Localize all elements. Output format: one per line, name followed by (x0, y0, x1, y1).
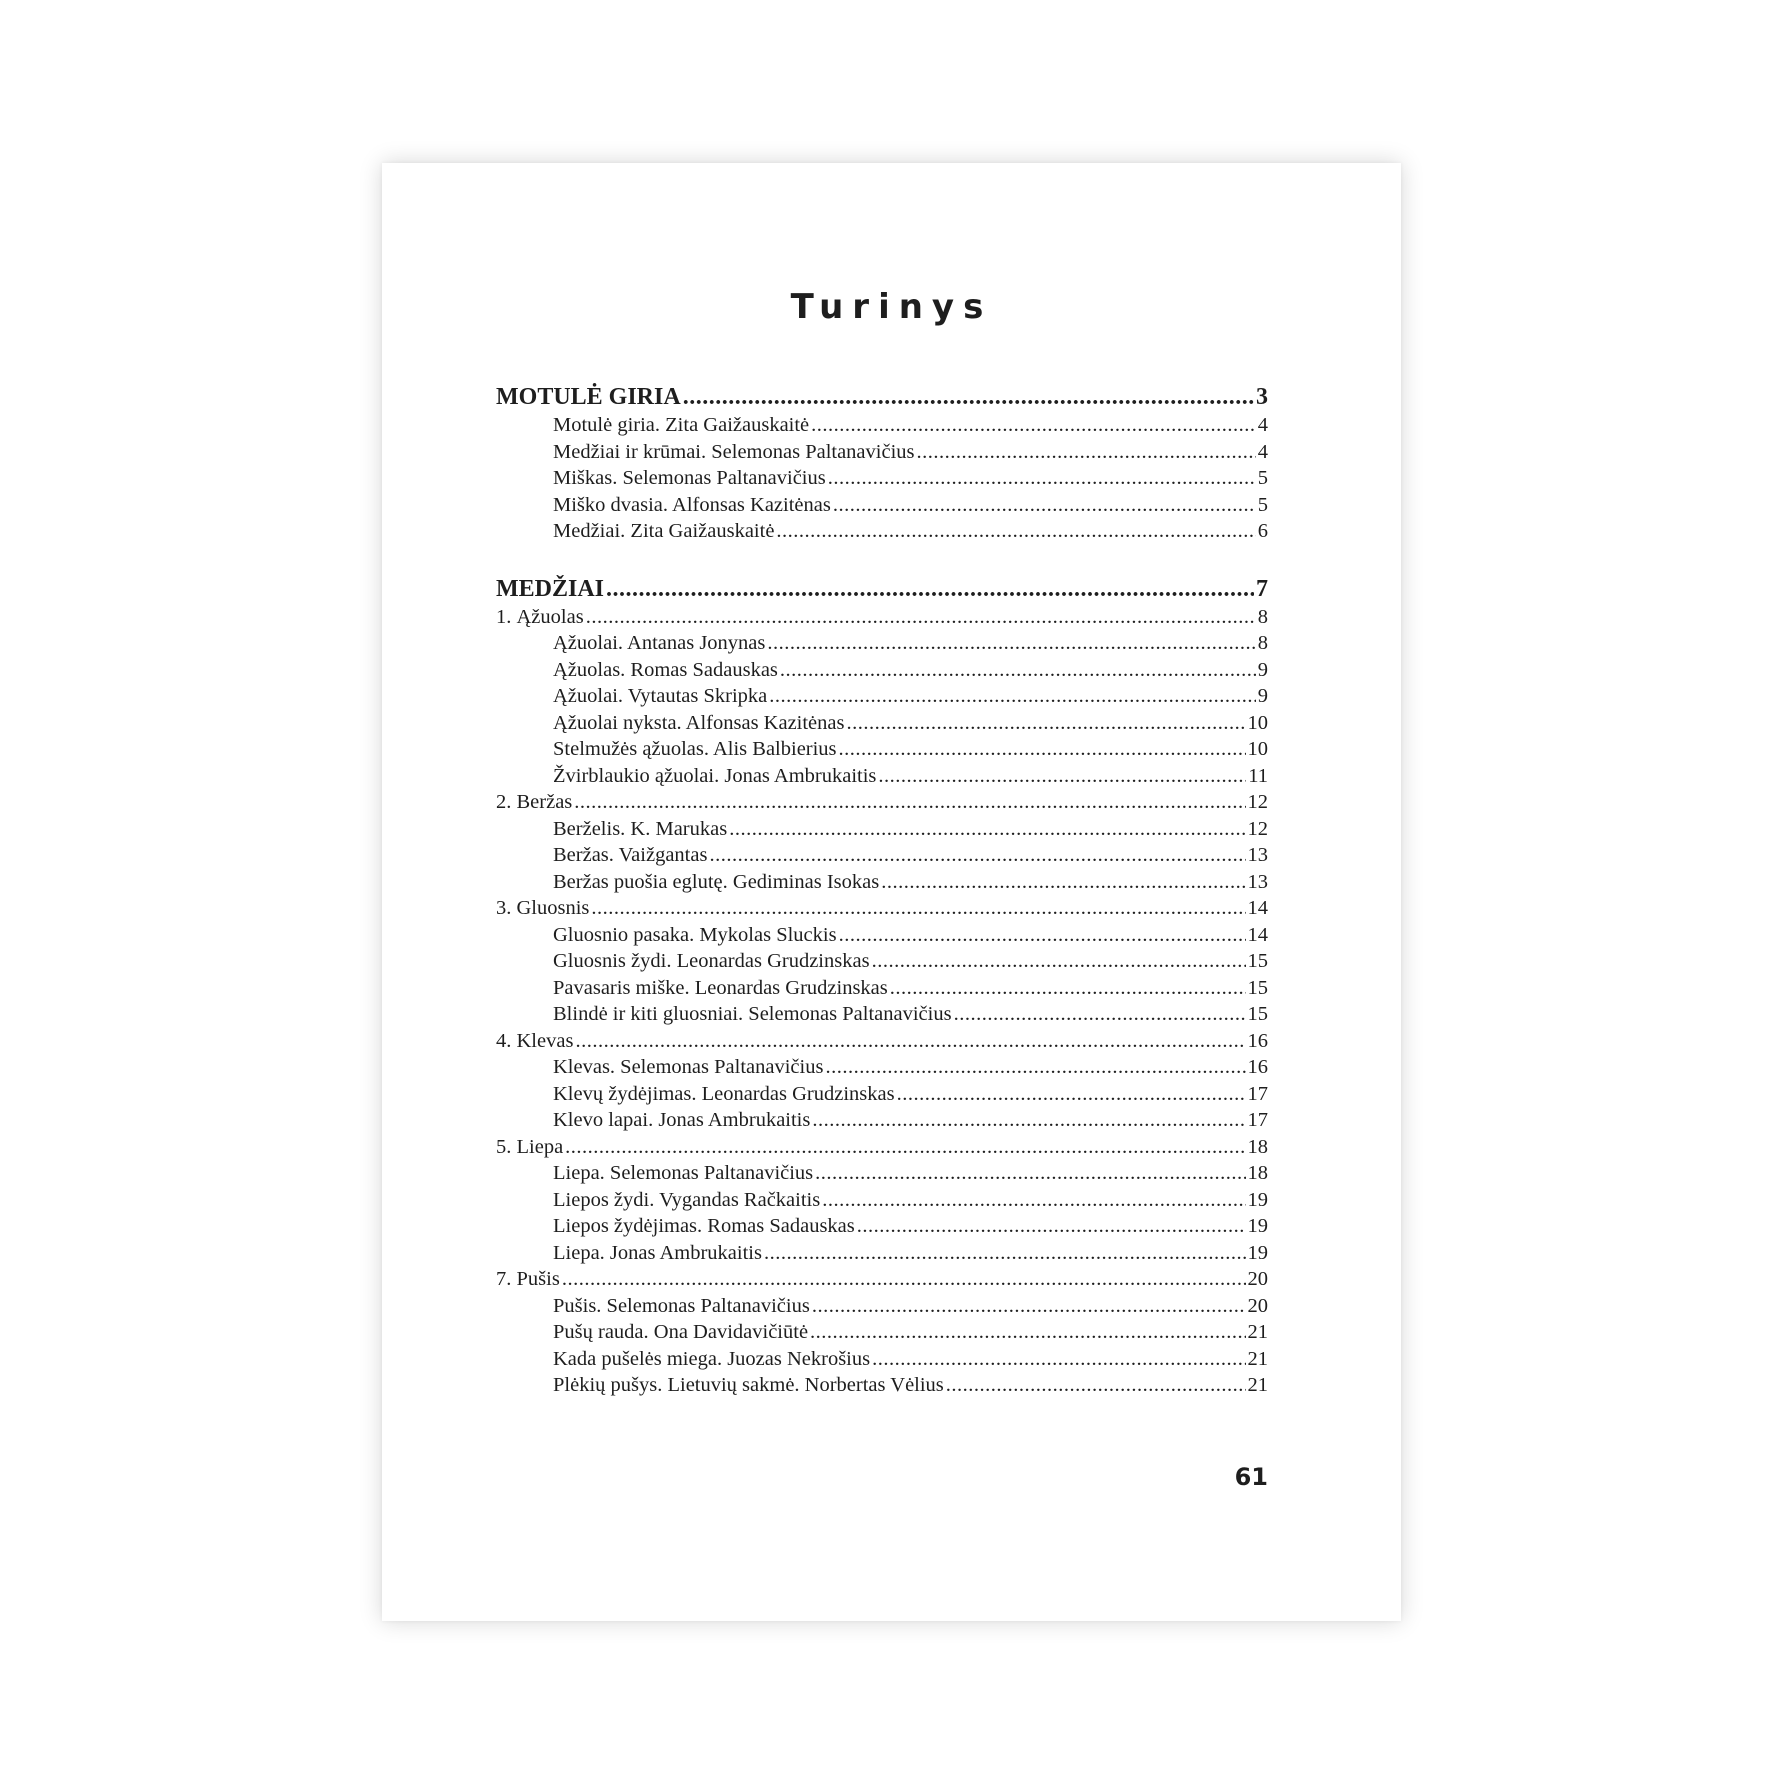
toc-entry-page-number: 5 (1257, 493, 1268, 516)
table-of-contents (496, 383, 1268, 1399)
dot-leader (586, 604, 1256, 631)
toc-entry-label: Plėkių pušys. Lietuvių sakmė. Norbertas Vėlius (553, 1374, 944, 1396)
toc-entry-page-number: 13 (1247, 844, 1268, 866)
toc-entry-row (496, 1319, 1268, 1346)
toc-entry-page-number: 21 (1247, 1321, 1268, 1343)
dot-leader (881, 869, 1245, 896)
toc-chapter-row (496, 1028, 1268, 1055)
toc-entry-page-number: 15 (1247, 950, 1268, 972)
toc-entry-row (496, 1346, 1268, 1373)
toc-entry-page-number: 12 (1247, 791, 1268, 813)
dot-leader (846, 710, 1245, 737)
toc-entry-page-number: 3 (1256, 384, 1268, 410)
toc-entry-row (496, 1187, 1268, 1214)
toc-entry-row (496, 710, 1268, 737)
dot-leader (822, 1187, 1245, 1214)
toc-entry-page-number: 15 (1247, 1003, 1268, 1025)
toc-entry-label: Liepa. Jonas Ambrukaitis (553, 1241, 762, 1264)
toc-entry-row (496, 1213, 1268, 1240)
dot-leader (815, 1160, 1245, 1187)
toc-entry-page-number: 5 (1257, 467, 1268, 489)
toc-entry-row (496, 630, 1268, 657)
toc-entry-label: Blindė ir kiti gluosniai. Selemonas Paltanavičius (553, 1003, 952, 1025)
dot-leader (917, 439, 1256, 466)
toc-entry-label: Liepos žydėjimas. Romas Sadauskas (553, 1215, 855, 1237)
dot-leader (954, 1001, 1246, 1028)
toc-entry-page-number: 17 (1247, 1109, 1268, 1131)
toc-entry-page-number: 7 (1256, 575, 1268, 602)
dot-leader (683, 383, 1254, 412)
dot-leader (812, 1107, 1245, 1134)
toc-entry-page-number: 16 (1247, 1029, 1268, 1052)
toc-entry-page-number: 18 (1247, 1162, 1268, 1184)
toc-entry-page-number: 14 (1247, 897, 1268, 919)
toc-entry-row (496, 1107, 1268, 1134)
toc-entry-label: Stelmužės ąžuolas. Alis Balbierius (553, 738, 837, 760)
toc-entry-label: Klevų žydėjimas. Leonardas Grudzinskas (553, 1082, 895, 1105)
toc-entry-label: Pušų rauda. Ona Davidavičiūtė (553, 1321, 809, 1343)
toc-entry-page-number: 4 (1257, 440, 1268, 463)
page-number: 61 (1234, 1463, 1268, 1491)
toc-entry-row (496, 869, 1268, 896)
dot-leader (828, 465, 1256, 492)
dot-leader (825, 1054, 1245, 1081)
dot-leader (764, 1240, 1246, 1267)
toc-entry-page-number: 4 (1257, 414, 1268, 436)
toc-entry-page-number: 21 (1247, 1347, 1268, 1370)
dot-leader (839, 736, 1246, 763)
toc-entry-label: Ąžuolas. Romas Sadauskas (553, 658, 778, 681)
toc-entry-page-number: 6 (1257, 520, 1268, 542)
toc-entry-row (496, 657, 1268, 684)
toc-entry-row (496, 948, 1268, 975)
dot-leader (591, 895, 1245, 922)
toc-entry-row (496, 975, 1268, 1002)
toc-chapter-row (496, 895, 1268, 922)
dot-leader (776, 518, 1255, 545)
toc-entry-label: Klevas. Selemonas Paltanavičius (553, 1056, 824, 1078)
toc-entry-page-number: 16 (1247, 1056, 1268, 1078)
toc-entry-page-number: 12 (1247, 817, 1268, 840)
toc-entry-page-number: 15 (1247, 976, 1268, 999)
toc-entry-label: Žvirblaukio ąžuolai. Jonas Ambrukaitis (553, 764, 877, 787)
toc-entry-row (496, 763, 1268, 790)
toc-entry-page-number: 19 (1247, 1215, 1268, 1237)
toc-entry-row (496, 683, 1268, 710)
toc-entry-label: Pavasaris miške. Leonardas Grudzinskas (553, 976, 888, 999)
toc-entry-page-number: 13 (1247, 870, 1268, 893)
toc-entry-label: Kada pušelės miega. Juozas Nekrošius (553, 1347, 871, 1370)
dot-leader (606, 575, 1254, 604)
toc-entry-row (496, 439, 1268, 466)
toc-chapter-row (496, 1266, 1268, 1293)
toc-entry-row (496, 842, 1268, 869)
toc-entry-row (496, 412, 1268, 439)
toc-entry-label: 7. Pušis (496, 1268, 560, 1290)
toc-entry-row (496, 1001, 1268, 1028)
toc-entry-row (496, 1160, 1268, 1187)
toc-entry-label: Medžiai. Zita Gaižauskaitė (553, 520, 775, 542)
dot-leader (897, 1081, 1246, 1108)
dot-leader (562, 1266, 1246, 1293)
dot-leader (811, 412, 1256, 439)
toc-entry-label: Medžiai ir krūmai. Selemonas Paltanavičius (553, 440, 915, 463)
toc-entry-label: 1. Ąžuolas (496, 605, 584, 628)
toc-entry-label: 5. Liepa (496, 1135, 564, 1158)
toc-entry-label: Miškas. Selemonas Paltanavičius (553, 467, 826, 489)
toc-entry-label: Liepos žydi. Vygandas Račkaitis (553, 1188, 821, 1211)
toc-section-row (496, 383, 1268, 412)
dot-leader (709, 842, 1245, 869)
dot-leader (780, 657, 1256, 684)
dot-leader (946, 1372, 1246, 1399)
toc-chapter-row (496, 604, 1268, 631)
toc-entry-label: Klevo lapai. Jonas Ambrukaitis (553, 1109, 811, 1131)
toc-chapter-row (496, 789, 1268, 816)
dot-leader (574, 789, 1245, 816)
toc-chapter-row (496, 1134, 1268, 1161)
toc-entry-page-number: 14 (1247, 923, 1268, 946)
toc-entry-row (496, 1293, 1268, 1320)
dot-leader (872, 1346, 1245, 1373)
toc-entry-row (496, 1054, 1268, 1081)
dot-leader (812, 1293, 1246, 1320)
toc-entry-page-number: 10 (1247, 711, 1268, 734)
toc-entry-row (496, 465, 1268, 492)
dot-leader (890, 975, 1246, 1002)
dot-leader (857, 1213, 1246, 1240)
document-page (382, 163, 1401, 1621)
toc-entry-page-number: 19 (1247, 1241, 1268, 1264)
toc-entry-label: MOTULĖ GIRIA (496, 384, 681, 410)
toc-entry-label: Ąžuolai nyksta. Alfonsas Kazitėnas (553, 711, 845, 734)
dot-leader (872, 948, 1246, 975)
toc-entry-row (496, 922, 1268, 949)
dot-leader (565, 1134, 1245, 1161)
toc-entry-label: 3. Gluosnis (496, 897, 590, 919)
toc-entry-label: Ąžuolai. Antanas Jonynas (553, 632, 766, 654)
toc-entry-label: Motulė giria. Zita Gaižauskaitė (553, 414, 810, 436)
toc-entry-label: Beržas puošia eglutę. Gediminas Isokas (553, 870, 880, 893)
toc-entry-label: Gluosnio pasaka. Mykolas Sluckis (553, 923, 837, 946)
toc-entry-page-number: 8 (1257, 632, 1268, 654)
toc-entry-page-number: 20 (1247, 1268, 1268, 1290)
toc-entry-label: Pušis. Selemonas Paltanavičius (553, 1294, 810, 1317)
toc-entry-page-number: 9 (1257, 658, 1268, 681)
toc-entry-page-number: 11 (1248, 764, 1268, 787)
toc-entry-label: Berželis. K. Marukas (553, 817, 728, 840)
dot-leader (878, 763, 1246, 790)
toc-entry-row (496, 736, 1268, 763)
toc-entry-page-number: 18 (1247, 1135, 1268, 1158)
toc-entry-label: Ąžuolai. Vytautas Skripka (553, 685, 768, 707)
toc-entry-row (496, 1372, 1268, 1399)
toc-entry-label: 2. Beržas (496, 791, 573, 813)
toc-entry-row (496, 518, 1268, 545)
dot-leader (575, 1028, 1245, 1055)
dot-leader (729, 816, 1245, 843)
toc-entry-page-number: 21 (1247, 1374, 1268, 1396)
toc-entry-row (496, 1240, 1268, 1267)
toc-entry-row (496, 816, 1268, 843)
toc-entry-page-number: 19 (1247, 1188, 1268, 1211)
toc-entry-label: Miško dvasia. Alfonsas Kazitėnas (553, 493, 831, 516)
dot-leader (769, 683, 1255, 710)
toc-section-row (496, 575, 1268, 604)
toc-entry-row (496, 492, 1268, 519)
toc-entry-page-number: 17 (1247, 1082, 1268, 1105)
toc-entry-page-number: 10 (1247, 738, 1268, 760)
dot-leader (767, 630, 1255, 657)
toc-entry-label: Beržas. Vaižgantas (553, 844, 708, 866)
toc-entry-page-number: 8 (1257, 605, 1268, 628)
toc-entry-label: Liepa. Selemonas Paltanavičius (553, 1162, 814, 1184)
toc-entry-row (496, 1081, 1268, 1108)
toc-entry-label: MEDŽIAI (496, 575, 605, 602)
toc-entry-page-number: 20 (1247, 1294, 1268, 1317)
toc-entry-label: Gluosnis žydi. Leonardas Grudzinskas (553, 950, 870, 972)
toc-entry-page-number: 9 (1257, 685, 1268, 707)
toc-entry-label: 4. Klevas (496, 1029, 574, 1052)
dot-leader (833, 492, 1256, 519)
dot-leader (839, 922, 1246, 949)
dot-leader (810, 1319, 1245, 1346)
page-title: Turinys (790, 287, 993, 327)
